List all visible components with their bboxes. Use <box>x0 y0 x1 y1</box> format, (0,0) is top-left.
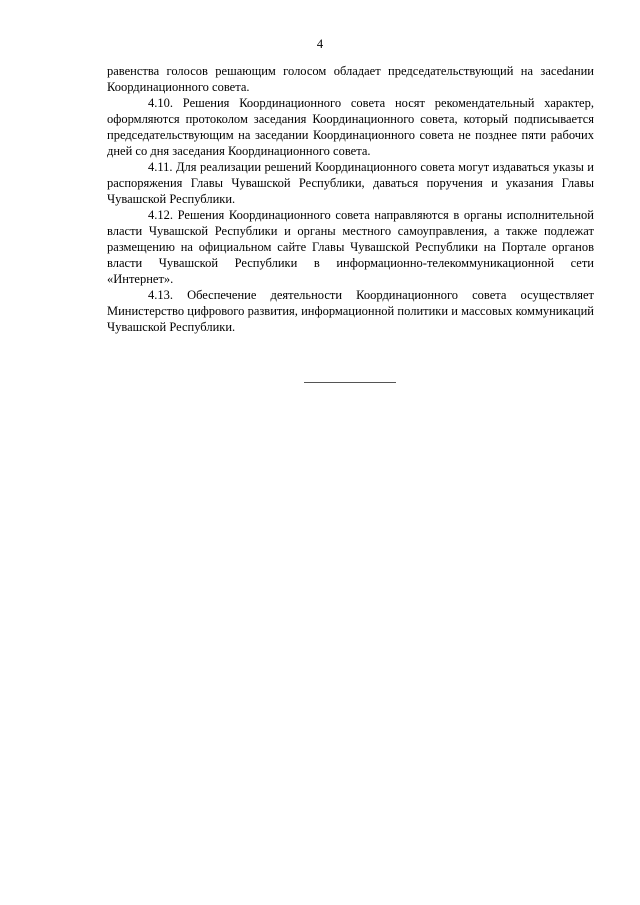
paragraph-continuation: равенства голосов решающим голосом обладает председательствующий на засеdании Координационного совета. <box>107 64 594 94</box>
document-body <box>107 63 594 335</box>
paragraph-4-13: 4.13. Обеспечение деятельности Координационного совета осуществляет Министерство цифрового развития, информационной политики и массовых коммуникаций Чувашской Республики. <box>107 288 594 334</box>
end-of-document-rule <box>304 382 396 383</box>
paragraph-4-11: 4.11. Для реализации решений Координационного совета могут издаваться указы и распоряжения Главы Чувашской Республики, даваться поручения и указания Главы Чувашской Республики. <box>107 160 594 206</box>
paragraph-4-10: 4.10. Решения Координационного совета носят рекомендательный характер, оформляются протоколом заседания Координационного совета, который подписывается председательствующим на заседании Координационного совета не позднее пяти рабочих дней со дня заседания Координационного совета. <box>107 96 594 158</box>
paragraph-4-12: 4.12. Решения Координационного совета направляются в органы исполнительной власти Чувашской Республики и органы местного самоуправления, а также подлежат размещению на официальном сайте Главы Чувашской Республики на Портале органов власти Чувашской Республики в информационно-телекоммуникационной сети «Интернет». <box>107 208 594 286</box>
page-number: 4 <box>316 37 324 51</box>
